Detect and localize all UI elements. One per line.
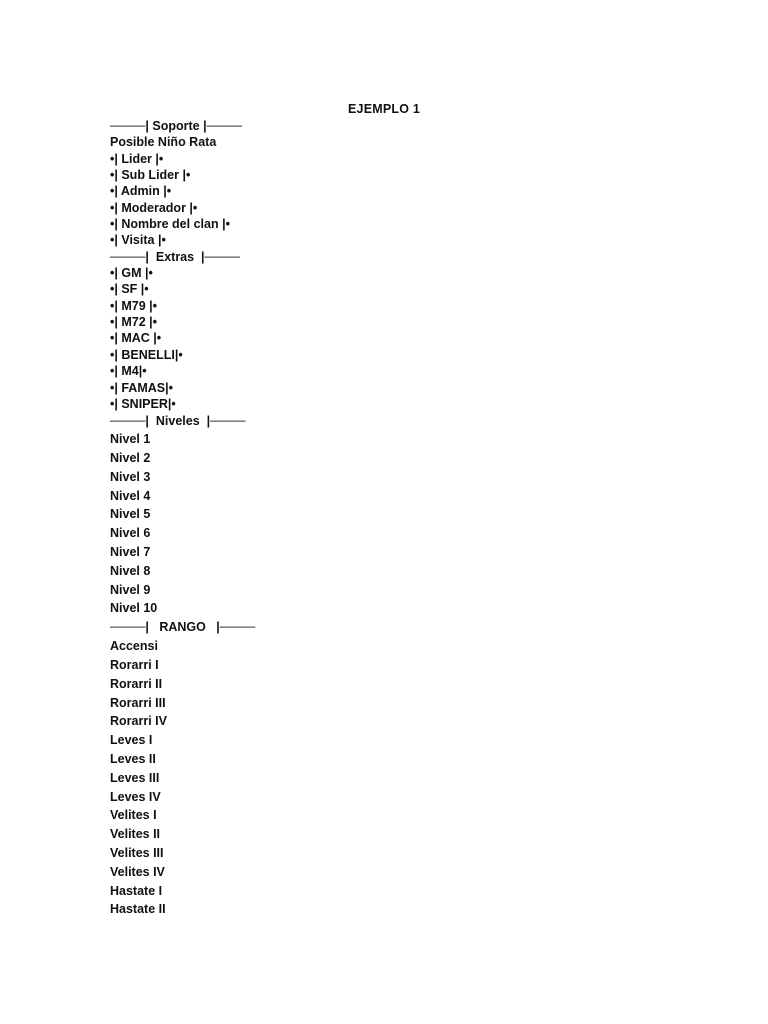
extras-item-sniper: •| SNIPER|• <box>110 396 176 411</box>
extras-item-mac: •| MAC |• <box>110 331 162 346</box>
nivel-item-7: Nivel 7 <box>110 544 151 559</box>
nivel-item-3: Nivel 3 <box>110 469 151 484</box>
document-title: EJEMPLO 1 <box>348 102 420 116</box>
rango-item-velites-4: Velites IV <box>110 864 165 879</box>
rango-item-rorarri-2: Rorarri II <box>110 676 163 691</box>
soporte-item-moderador: •| Moderador |• <box>110 200 198 215</box>
extras-item-sf: •| SF |• <box>110 282 149 297</box>
extras-item-famas: •| FAMAS|• <box>110 380 173 395</box>
soporte-item-nombre-del-clan: •| Nombre del clan |• <box>110 217 230 232</box>
rango-item-accensi: Accensi <box>110 639 158 654</box>
rango-item-leves-2: Leves II <box>110 751 156 766</box>
nivel-item-10: Nivel 10 <box>110 601 158 616</box>
extras-item-m72: •| M72 |• <box>110 315 158 330</box>
soporte-item-lider: •| Lider |• <box>110 151 164 166</box>
rango-header: ────| RANGO |──── <box>110 620 256 635</box>
soporte-item-sub-lider: •| Sub Lider |• <box>110 168 191 183</box>
rango-item-rorarri-4: Rorarri IV <box>110 714 167 729</box>
nivel-item-1: Nivel 1 <box>110 432 151 447</box>
nivel-item-5: Nivel 5 <box>110 507 151 522</box>
rango-item-rorarri-1: Rorarri I <box>110 657 159 672</box>
extras-header: ────| Extras |──── <box>110 249 240 264</box>
document-body <box>110 118 710 919</box>
nivel-item-2: Nivel 2 <box>110 450 151 465</box>
nivel-item-8: Nivel 8 <box>110 563 151 578</box>
rango-item-velites-1: Velites I <box>110 808 157 823</box>
nivel-item-6: Nivel 6 <box>110 526 151 541</box>
extras-item-gm: •| GM |• <box>110 266 153 281</box>
rango-item-hastate-1: Hastate I <box>110 883 163 898</box>
rango-item-velites-2: Velites II <box>110 827 161 842</box>
rango-item-velites-3: Velites III <box>110 845 164 860</box>
extras-item-benelli: •| BENELLI|• <box>110 347 183 362</box>
rango-item-rorarri-3: Rorarri III <box>110 695 166 710</box>
nivel-item-4: Nivel 4 <box>110 488 151 503</box>
soporte-header: ────| Soporte |──── <box>110 119 243 133</box>
rango-item-leves-4: Leves IV <box>110 789 161 804</box>
extras-item-m79: •| M79 |• <box>110 298 158 313</box>
rango-item-hastate-2: Hastate II <box>110 902 166 917</box>
niveles-header: ────| Niveles |──── <box>110 414 246 429</box>
rango-item-leves-1: Leves I <box>110 733 153 748</box>
rango-item-leves-3: Leves III <box>110 770 160 785</box>
soporte-item-visita: •| Visita |• <box>110 233 166 248</box>
nivel-item-9: Nivel 9 <box>110 582 151 597</box>
extras-item-m4: •| M4|• <box>110 364 147 379</box>
soporte-item-admin: •| Admin |• <box>110 184 172 199</box>
soporte-item-posible-nino-rata: Posible Niño Rata <box>110 135 217 150</box>
